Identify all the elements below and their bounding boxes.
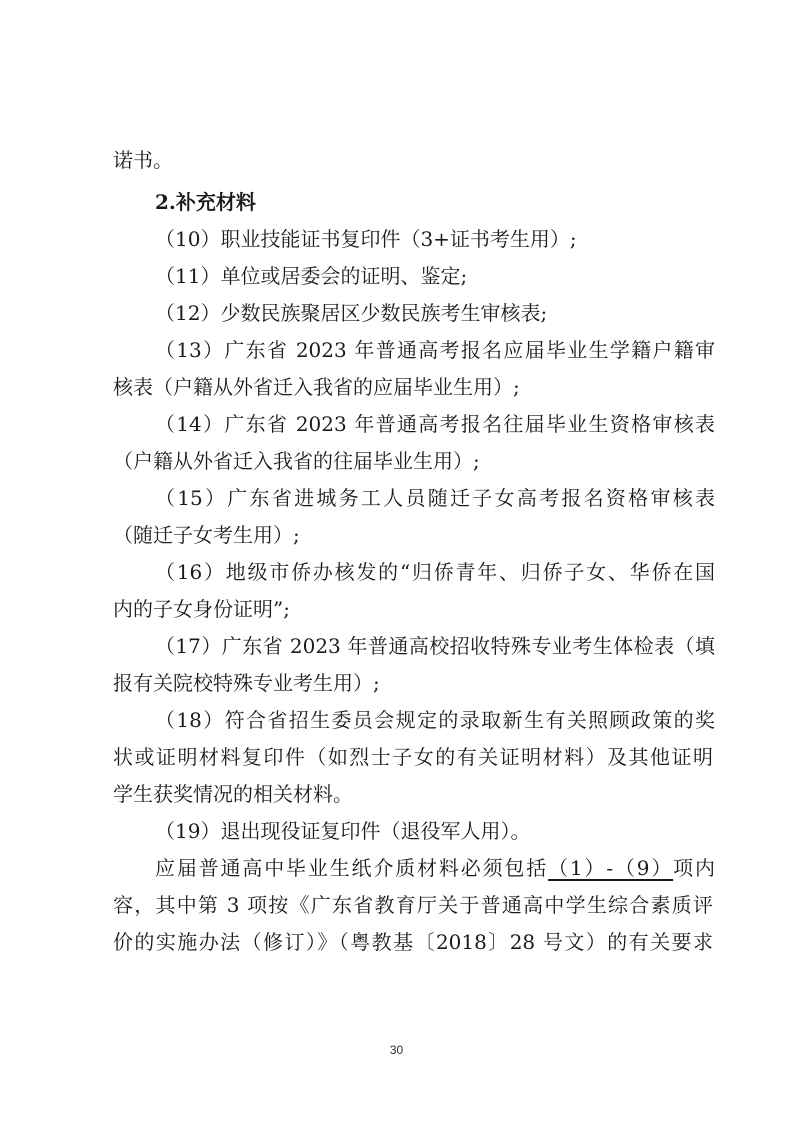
list-item-continuation: 内的子女身份证明”;: [113, 597, 290, 621]
text-line: 诺书。: [113, 148, 173, 172]
list-item: （10）职业技能证书复印件（3+证书考生用）;: [155, 227, 577, 251]
paragraph-text: 项内: [673, 856, 715, 880]
list-item-continuation: 报有关院校特殊专业考生用）;: [113, 671, 380, 695]
list-item: （17）广东省 2023 年普通高校招收特殊专业考生体检表（填: [155, 634, 715, 658]
list-item-continuation: （随迁子女考生用）;: [113, 523, 300, 547]
list-item: （15）广东省进城务工人员随迁子女高考报名资格审核表: [155, 486, 715, 510]
list-item: （16）地级市侨办核发的“归侨青年、归侨子女、华侨在国: [155, 560, 715, 584]
paragraph-text: 应届普通高中毕业生纸介质材料必须包括: [155, 856, 549, 880]
list-item: （11）单位或居委会的证明、鉴定;: [155, 264, 468, 288]
list-item: （18）符合省招生委员会规定的录取新生有关照顾政策的奖: [155, 708, 715, 732]
list-item-continuation: 学生获奖情况的相关材料。: [113, 782, 353, 806]
list-item-continuation: （户籍从外省迁入我省的往届毕业生用）;: [113, 449, 480, 473]
list-item: （19）退出现役证复印件（退役军人用）。: [155, 819, 531, 843]
list-item: （14）广东省 2023 年普通高考报名往届毕业生资格审核表: [155, 412, 715, 436]
underlined-range: （1）-（9）: [548, 856, 674, 880]
list-item-continuation: 状或证明材料复印件（如烈士子女的有关证明材料）及其他证明: [113, 745, 713, 769]
list-item: （13）广东省 2023 年普通高考报名应届毕业生学籍户籍审: [155, 338, 715, 362]
list-item-continuation: 核表（户籍从外省迁入我省的应届毕业生用）;: [113, 375, 520, 399]
section-heading: 2.补充材料: [155, 190, 256, 214]
list-item: （12）少数民族聚居区少数民族考生审核表;: [155, 301, 548, 325]
paragraph-line: 价的实施办法（修订）》（粤教基〔2018〕28 号文）的有关要求: [113, 930, 713, 954]
paragraph-line: [155, 851, 715, 885]
page-number: 30: [389, 1043, 404, 1057]
paragraph-line: 容，其中第 3 项按《广东省教育厅关于普通高中学生综合素质评: [113, 893, 713, 917]
